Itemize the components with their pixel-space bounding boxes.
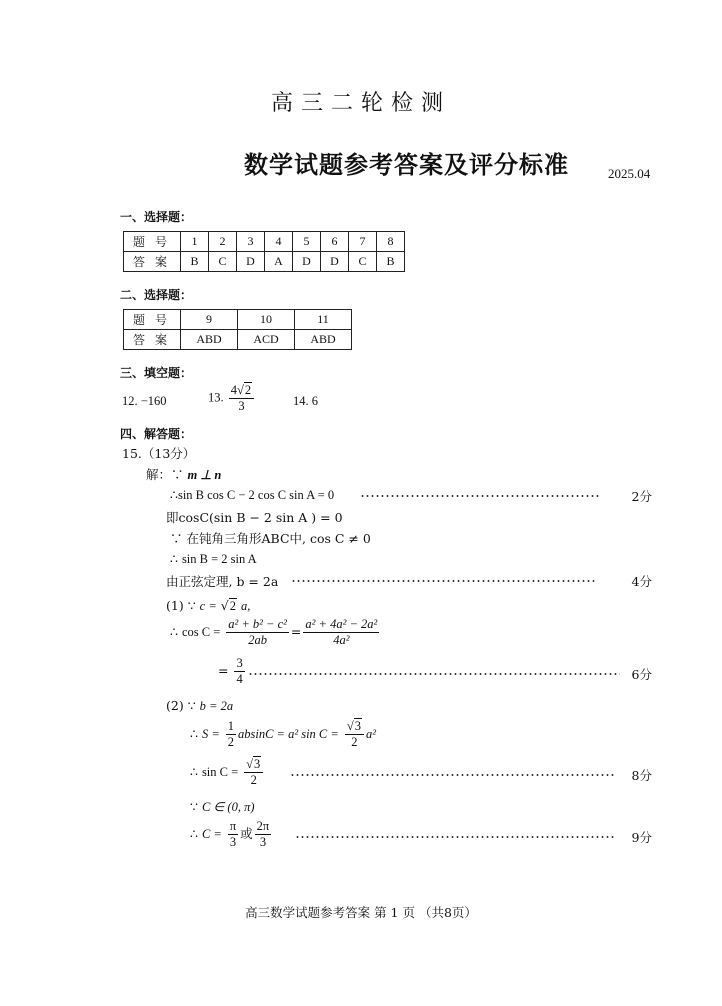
therefore-symbol: ∴ <box>190 826 198 841</box>
section-heading-mc1: 一、选择题： <box>120 210 193 224</box>
score: 2分 <box>631 489 652 504</box>
fraction <box>303 617 379 648</box>
table-row <box>124 232 405 252</box>
q15-line-2 <box>170 487 652 503</box>
table-cell: 11 <box>295 310 352 330</box>
table-cell: 答案 <box>124 330 181 350</box>
numerator: 1 <box>227 719 234 733</box>
since-symbol: ∵ <box>170 531 183 546</box>
q15-part2 <box>166 698 233 714</box>
q15-line-3: 即cosC(sin B − 2 sin A ) = 0 <box>166 510 343 525</box>
section-heading-solve: 四、解答题： <box>120 427 193 441</box>
fraction <box>244 757 263 788</box>
table-cell: 5 <box>293 232 321 252</box>
equation: cos C = <box>181 625 221 639</box>
table-row <box>124 310 352 330</box>
dot-leader <box>295 836 615 838</box>
fraction <box>226 617 289 648</box>
equation: absinC = a² sin C = <box>237 727 339 741</box>
jie-label: 解： <box>146 467 172 482</box>
q15-line-1 <box>146 465 221 483</box>
sqrt-symbol: √3 <box>346 719 361 733</box>
dot-leader <box>360 495 600 497</box>
numerator: a² + b² − c² <box>228 617 287 631</box>
table-cell: ACD <box>238 330 295 350</box>
answer-q12: 12. −160 <box>122 394 167 408</box>
radicand: 3 <box>354 719 361 733</box>
table-cell: B <box>181 252 209 272</box>
statement: 由正弦定理, b = 2a <box>166 574 279 589</box>
part-label: (1) <box>166 598 184 613</box>
table-cell: D <box>237 252 265 272</box>
q15-cos-result <box>218 656 652 687</box>
table-cell: B <box>377 252 405 272</box>
q13-prefix: 13. <box>208 390 224 405</box>
statement: 在钝角三角形ABC中, cos C ≠ 0 <box>186 531 371 546</box>
denominator: 2 <box>250 773 257 787</box>
page-footer: 高三数学试题参考答案 第 1 页 （共8页） <box>245 905 477 920</box>
sqrt-symbol: √2 <box>220 598 236 613</box>
page-title: 数学试题参考答案及评分标准 <box>244 150 569 179</box>
q15-final-line <box>190 819 652 850</box>
table-cell: D <box>321 252 349 272</box>
denominator: 3 <box>259 835 267 849</box>
answer-q13 <box>208 383 256 414</box>
statement: C ∈ (0, π) <box>201 800 255 814</box>
fraction <box>228 819 238 850</box>
table-cell: C <box>209 252 237 272</box>
q15-sin-line <box>190 757 652 788</box>
numerator: a² + 4a² − 2a² <box>305 617 378 631</box>
denominator: 4a² <box>333 633 350 647</box>
q13-root: 2 <box>244 383 252 397</box>
denominator: 2ab <box>248 633 267 647</box>
numerator: π <box>229 819 237 833</box>
equals-sign: = <box>218 663 229 678</box>
table-cell: A <box>265 252 293 272</box>
q15-area-line <box>190 719 376 750</box>
table-cell: 6 <box>321 232 349 252</box>
sqrt-symbol: √2 <box>237 383 252 397</box>
equation: sin B cos C − 2 cos C sin A = 0 <box>177 488 335 502</box>
table-cell: 题号 <box>124 310 181 330</box>
fraction <box>226 719 236 750</box>
table-cell: 10 <box>238 310 295 330</box>
vector-relation: m ⊥ n <box>187 468 222 482</box>
score: 9分 <box>631 830 652 845</box>
dot-leader <box>290 774 615 776</box>
radicand: 2 <box>229 599 236 613</box>
radicand: 3 <box>254 757 261 771</box>
q13-num: 4 <box>230 383 237 397</box>
therefore-symbol: ∴ <box>170 551 178 566</box>
since-symbol: ∵ <box>190 799 198 814</box>
score: 4分 <box>631 574 652 589</box>
equation: b = 2a <box>199 699 234 713</box>
equals-sign: = <box>290 624 302 639</box>
therefore-symbol: ∴ <box>190 764 198 779</box>
q15-range-line <box>190 799 255 815</box>
denominator: 2 <box>351 735 358 749</box>
subtitle: 高三二轮检测 <box>270 91 451 116</box>
numerator: 2π <box>256 819 270 833</box>
or-word: 或 <box>240 826 253 841</box>
score: 8分 <box>631 768 652 783</box>
section-heading-fill: 三、填空题： <box>120 366 193 380</box>
dot-leader <box>248 673 620 675</box>
equation: C = <box>201 827 222 841</box>
table-cell: 1 <box>181 232 209 252</box>
table-cell: 题号 <box>124 232 181 252</box>
since-symbol: ∵ <box>187 698 196 713</box>
fraction <box>255 819 272 850</box>
sqrt-symbol: √3 <box>246 757 261 771</box>
q15-line-4 <box>170 529 371 547</box>
table-cell: 答案 <box>124 252 181 272</box>
denominator: 4 <box>236 672 243 686</box>
table-cell: C <box>349 252 377 272</box>
variable: a² <box>365 727 376 741</box>
q15-cos-line <box>170 617 381 648</box>
table-cell: 4 <box>265 232 293 252</box>
table-cell: ABD <box>295 330 352 350</box>
therefore-symbol: ∴ <box>190 726 198 741</box>
answer-q14: 14. 6 <box>293 394 318 408</box>
q15-line-6 <box>166 572 652 590</box>
table-cell: 3 <box>237 232 265 252</box>
table-cell: 9 <box>181 310 238 330</box>
variable: a, <box>240 599 251 613</box>
table-row <box>124 252 405 272</box>
table-row <box>124 330 352 350</box>
answer-table-1 <box>123 231 405 272</box>
q15-part1 <box>166 598 250 614</box>
table-cell: 8 <box>377 232 405 252</box>
part-label: (2) <box>166 698 184 713</box>
equation: sin B = 2 sin A <box>181 552 257 566</box>
equation: sin C = <box>201 765 239 779</box>
since-symbol: ∵ <box>187 598 196 613</box>
since-symbol: ∵ <box>171 467 184 482</box>
numerator: 3 <box>236 656 243 670</box>
q15-heading: 15.（13分） <box>122 446 196 461</box>
fraction <box>345 719 364 750</box>
fraction <box>234 656 244 687</box>
denominator: 2 <box>227 735 234 749</box>
date: 2025.04 <box>608 166 651 181</box>
table-cell: ABD <box>181 330 238 350</box>
q13-den: 3 <box>238 399 245 413</box>
equation: S = <box>201 727 220 741</box>
answer-table-2 <box>123 309 352 350</box>
score: 6分 <box>631 667 652 682</box>
q15-line-5 <box>170 551 257 567</box>
table-cell: 2 <box>209 232 237 252</box>
fraction <box>229 383 254 414</box>
dot-leader <box>291 580 596 582</box>
equation: c = <box>199 599 217 613</box>
table-cell: 7 <box>349 232 377 252</box>
section-heading-mc2: 二、选择题： <box>120 288 193 302</box>
table-cell: D <box>293 252 321 272</box>
denominator: 3 <box>229 835 237 849</box>
therefore-symbol: ∴ <box>170 487 178 502</box>
therefore-symbol: ∴ <box>170 624 178 639</box>
